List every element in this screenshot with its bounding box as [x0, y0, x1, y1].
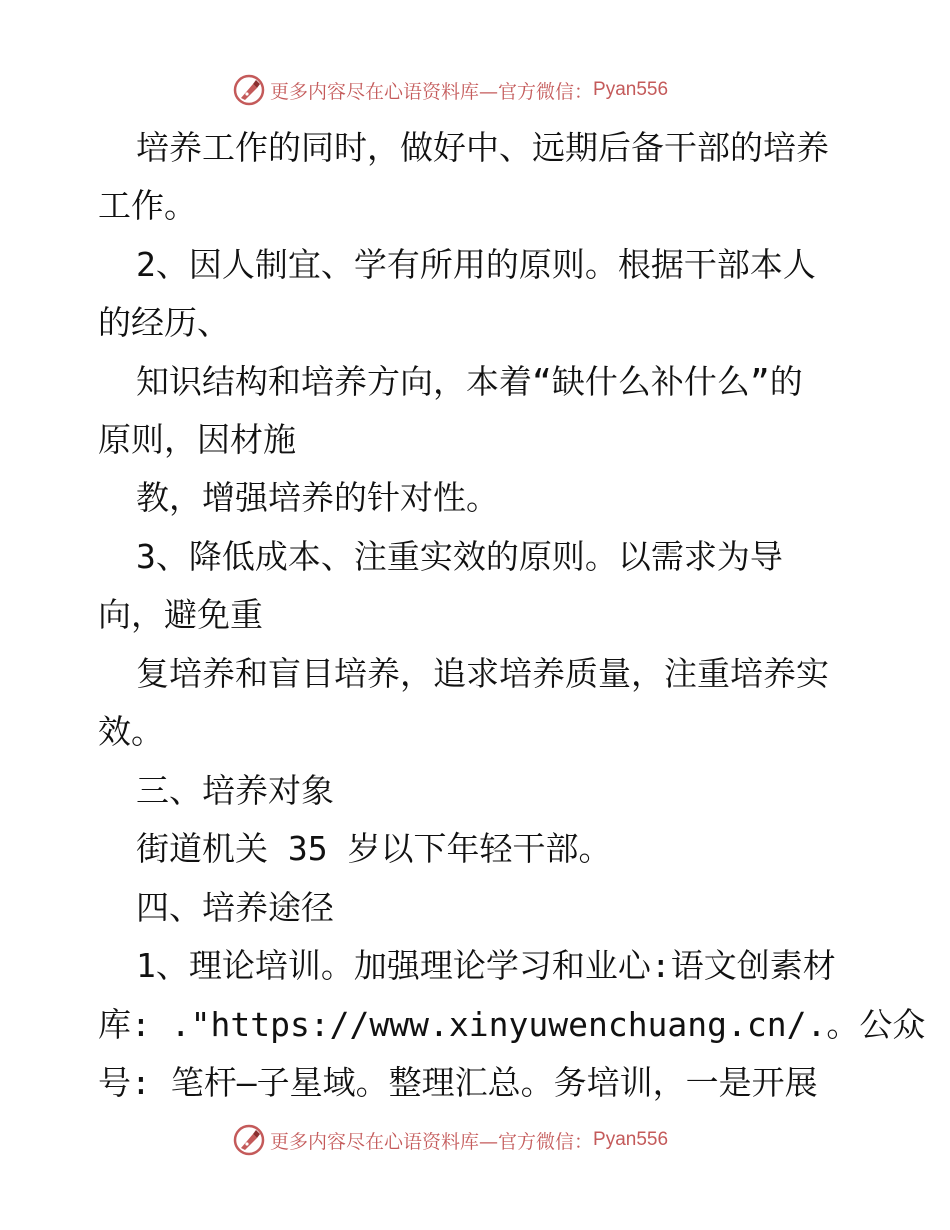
text-line: 向，避免重: [98, 595, 263, 634]
watermark-id: Pyan556: [593, 79, 669, 100]
text-line: 效。: [98, 712, 164, 751]
text-line: 原则，因材施: [98, 420, 296, 459]
text-line: 复培养和盲目培养，追求培养质量，注重培养实: [136, 654, 829, 693]
text-line: 号: 笔杆—子星域。整理汇总。务培训，一是开展: [98, 1063, 818, 1102]
watermark-id: Pyan556: [593, 1129, 669, 1150]
text-line: 培养工作的同时，做好中、远期后备干部的培养: [136, 128, 829, 167]
text-line: 街道机关 35 岁以下年轻干部。: [136, 829, 612, 868]
watermark-banner-top: [232, 72, 712, 108]
text-line: 3、降低成本、注重实效的原则。以需求为导: [136, 537, 783, 576]
text-line: 1、理论培训。加强理论学习和业心:语文创素材: [136, 946, 836, 985]
section-heading: 三、培养对象: [136, 771, 334, 810]
watermark-text: 更多内容尽在心语资料库—官方微信：: [270, 80, 594, 103]
text-line: 知识结构和培养方向，本着“缺什么补什么”的: [136, 362, 803, 401]
section-heading: 四、培养途径: [136, 888, 334, 927]
text-line: 教，增强培养的针对性。: [136, 478, 499, 517]
text-line: 工作。: [98, 186, 197, 225]
text-line: 2、因人制宜、学有所用的原则。根据干部本人: [136, 245, 816, 284]
text-line: 库: ."https://www.xinyuwenchuang.cn/.。公众: [98, 1005, 926, 1044]
pen-nib-icon: [232, 1123, 266, 1157]
watermark-banner-bottom: [232, 1122, 712, 1158]
watermark-text: 更多内容尽在心语资料库—官方微信：: [270, 1130, 594, 1153]
pen-nib-icon: [232, 73, 266, 107]
text-line: 的经历、: [98, 303, 230, 342]
